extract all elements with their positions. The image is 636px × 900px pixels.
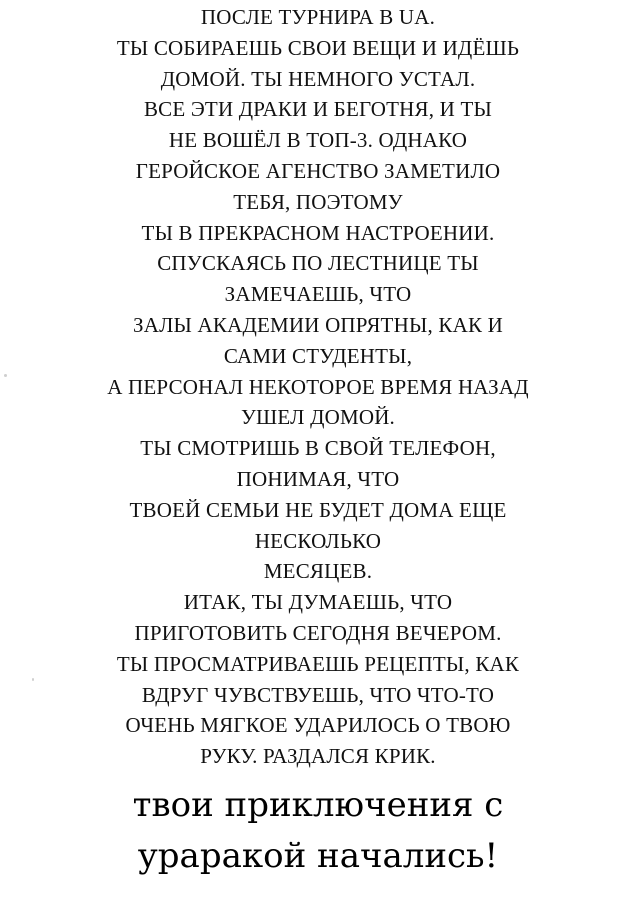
story-line: СПУСКАЯСЬ ПО ЛЕСТНИЦЕ ТЫ <box>157 251 479 276</box>
story-line: ПОСЛЕ ТУРНИРА В UA. <box>200 5 436 29</box>
story-line: НЕСКОЛЬКО <box>254 528 382 553</box>
story-line: ТЫ В ПРЕКРАСНОМ НАСТРОЕНИИ. <box>141 220 495 245</box>
story-line: А ПЕРСОНАЛ НЕКОТОРОЕ ВРЕМЯ НАЗАД <box>107 374 529 399</box>
story-line: ВДРУГ ЧУВСТВУЕШЬ, ЧТО ЧТО-ТО <box>141 682 495 707</box>
story-line: МЕСЯЦЕВ. <box>263 559 373 584</box>
story-line: ТЫ ПРОСМАТРИВАЕШЬ РЕЦЕПТЫ, КАК <box>116 651 520 676</box>
story-line: ГЕРОЙСКОЕ АГЕНСТВО ЗАМЕТИЛО <box>135 158 501 183</box>
story-line: НЕ ВОШЁЛ В ТОП-3. ОДНАКО <box>168 128 468 153</box>
story-line: ОЧЕНЬ МЯГКОЕ УДАРИЛОСЬ О ТВОЮ <box>125 713 511 738</box>
story-line: САМИ СТУДЕНТЫ, <box>223 343 413 368</box>
story-line: ЗАМЕЧАЕШЬ, ЧТО <box>224 282 412 307</box>
story-text <box>0 2 636 772</box>
story-line: ЗАЛЫ АКАДЕМИИ ОПРЯТНЫ, КАК И <box>133 312 503 337</box>
story-line: ТЕБЯ, ПОЭТОМУ <box>233 189 403 214</box>
story-line: ТЫ СМОТРИШЬ В СВОЙ ТЕЛЕФОН, <box>140 436 496 461</box>
scan-speck <box>32 678 34 681</box>
story-line: ДОМОЙ. ТЫ НЕМНОГО УСТАЛ. <box>160 66 476 91</box>
story-line: РУКУ. РАЗДАЛСЯ КРИК. <box>200 744 436 769</box>
story-line: ПОНИМАЯ, ЧТО <box>236 466 400 491</box>
closing-line-2: ураракой начались! <box>137 836 499 876</box>
scan-speck <box>4 374 7 377</box>
story-line: ИТАК, ТЫ ДУМАЕШЬ, ЧТО <box>183 590 453 615</box>
story-line: ВСЕ ЭТИ ДРАКИ И БЕГОТНЯ, И ТЫ <box>143 97 493 122</box>
closing-line-1: твои приключения с <box>132 785 504 825</box>
story-line: ТЫ СОБИРАЕШЬ СВОИ ВЕЩИ И ИДЁШЬ <box>116 35 520 60</box>
story-line: ТВОЕЙ СЕМЬИ НЕ БУДЕТ ДОМА ЕЩЕ <box>129 497 507 522</box>
story-line: УШЕЛ ДОМОЙ. <box>240 405 396 430</box>
story-line: ПРИГОТОВИТЬ СЕГОДНЯ ВЕЧЕРОМ. <box>134 620 502 645</box>
